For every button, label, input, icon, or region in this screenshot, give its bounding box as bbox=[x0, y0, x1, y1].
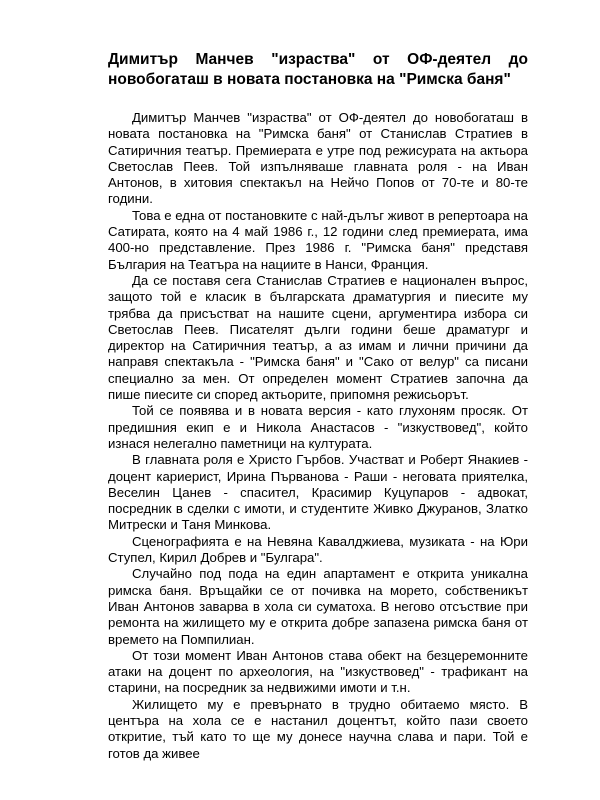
paragraph: Да се поставя сега Станислав Стратиев е национален въпрос, защото той е класик в българската драматургия и пиесите му трябва да присъстват на нашите сцени, аргументира избора си Светослав Пеев. Писателят дълги години беше драматург и директор на Сатиричния театър, а аз имам и лични причини да направя спектакъла - "Римска баня" и "Сако от велур" са писани специално за мен. От определен момент Стратиев започна да пише пиесите си според актьорите, припомня режисьорът. bbox=[108, 272, 528, 403]
paragraph: Това е една от постановките с най-дълъг живот в репертоара на Сатирата, която на 4 май 1986 г., 12 години след премиерата, има 400-но представление. През 1986 г. "Римска баня" представя България на Театъра на нациите в Нанси, Франция. bbox=[108, 207, 528, 272]
document-body bbox=[108, 110, 528, 762]
paragraph: В главната роля е Христо Гърбов. Участват и Роберт Янакиев - доцент кариерист, Ирина Първанова - Раши - неговата приятелка, Веселин Цанев - спасител, Красимир Куцупаров - адвокат, посредник в сделки с имоти, и студентите Живко Джуранов, Златко Митрески и Таня Минкова. bbox=[108, 452, 528, 533]
paragraph: Случайно под пода на един апартамент е открита уникална римска баня. Връщайки се от почивка на морето, собственикът Иван Антонов заварва в хола си суматоха. В негово отсъствие при ремонта на жилището му е открита добре запазена римска баня от времето на Помпилиан. bbox=[108, 566, 528, 647]
document-title: Димитър Манчев "израства" от ОФ-деятел до новобогаташ в новата постановка на "Римска баня" bbox=[108, 51, 528, 88]
paragraph: Димитър Манчев "израства" от ОФ-деятел до новобогаташ в новата постановка на "Римска баня" от Станислав Стратиев в Сатиричния театър. Премиерата е утре под режисурата на актьора Светослав Пеев. Той изпълняваше главната роля - на Иван Антонов, в хитовия спектакъл на Нейчо Попов от 70-те и 80-те години. bbox=[108, 110, 528, 207]
paragraph: Жилището му е превърнато в трудно обитаемо място. В центъра на хола се е настанил доцентът, който пази своето откритие, тъй като то ще му донесе научна слава и пари. Той е готов да живее bbox=[108, 696, 528, 761]
paragraph: Сценографията е на Невяна Кавалджиева, музиката - на Юри Ступел, Кирил Добрев и "Булгара". bbox=[108, 533, 528, 566]
paragraph: От този момент Иван Антонов става обект на безцеремонните атаки на доцент по археология, на "изкуствовед" - трафикант на старини, на посредник за недвижими имоти и т.н. bbox=[108, 647, 528, 696]
paragraph: Той се появява и в новата версия - като глухоням просяк. От предишния екип е и Никола Анастасов - "изкуствовед", който изнася нелегално паметници на културата. bbox=[108, 403, 528, 451]
